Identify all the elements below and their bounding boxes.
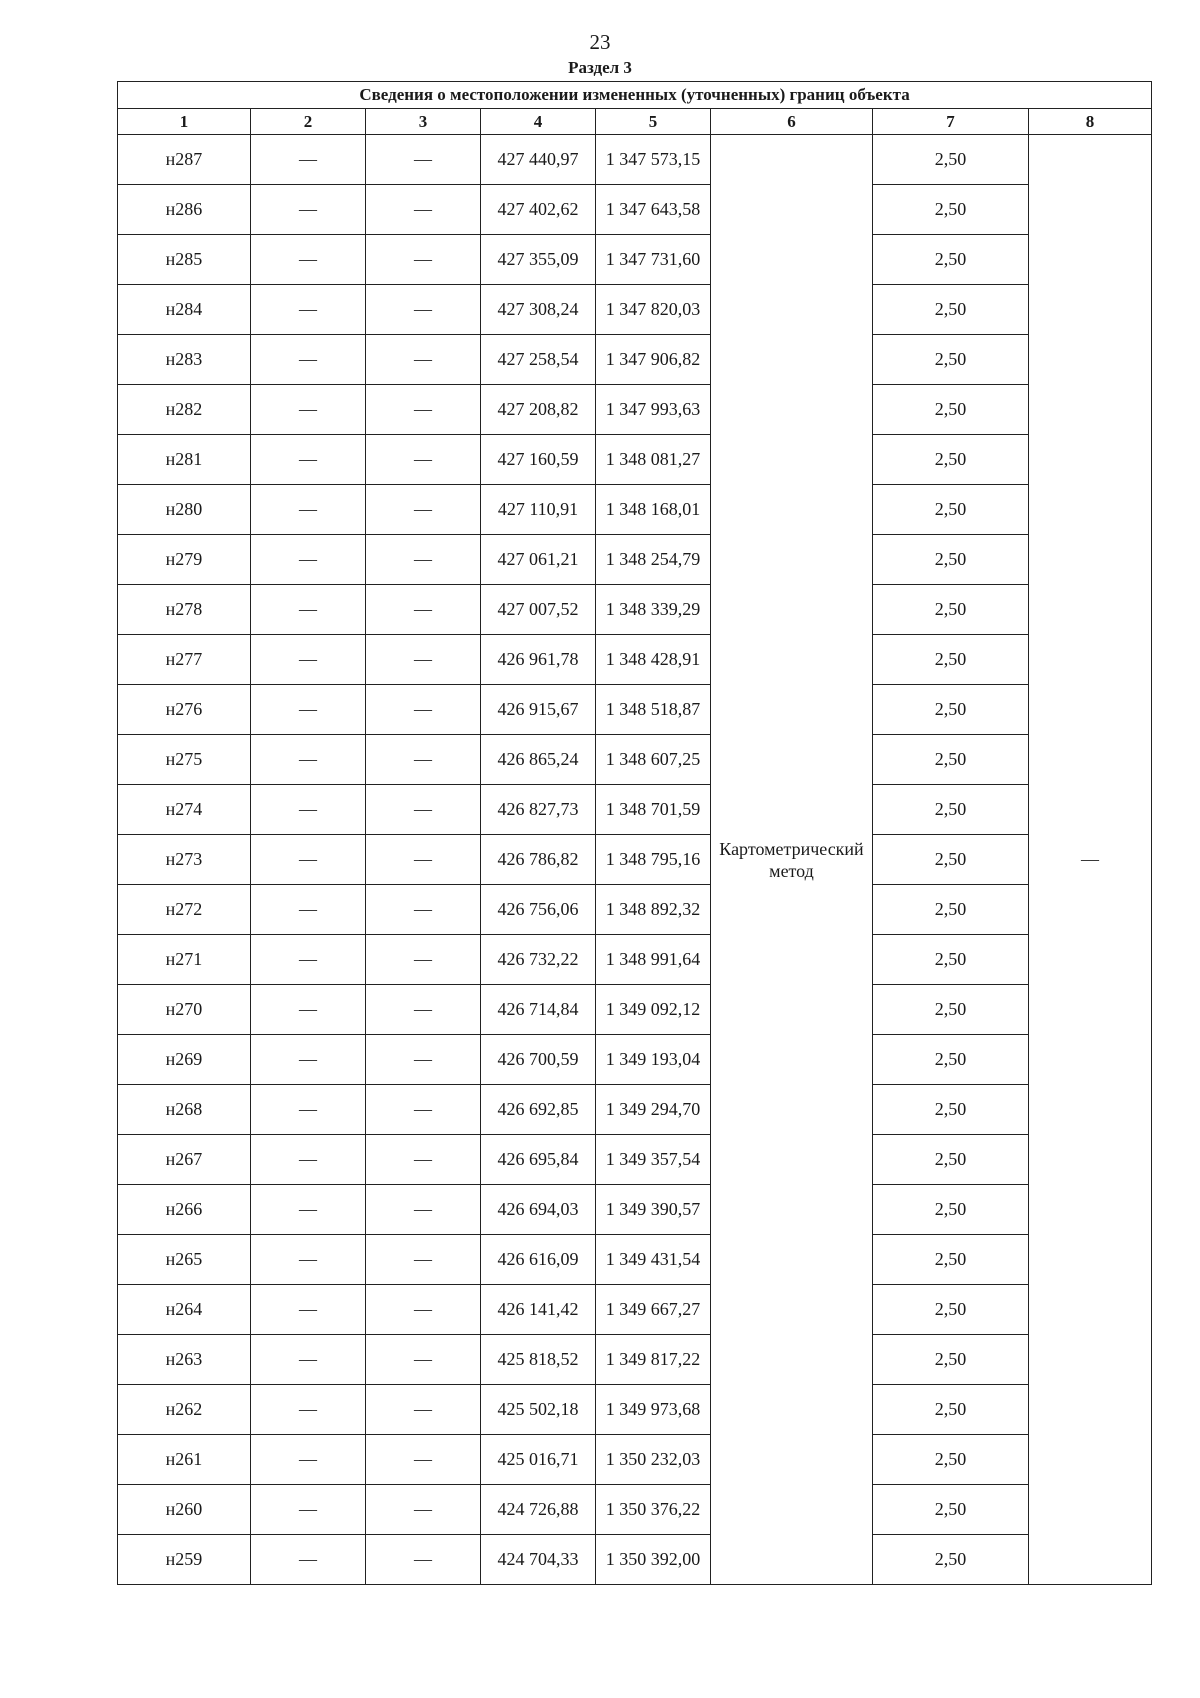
accuracy-cell: 2,50 [873, 635, 1029, 685]
table-row [118, 1435, 1152, 1485]
column-3-cell: — [366, 1235, 481, 1285]
column-3-cell: — [366, 585, 481, 635]
y-coordinate-cell: 1 349 973,68 [596, 1385, 711, 1435]
table-row [118, 685, 1152, 735]
point-name-cell: н259 [118, 1535, 251, 1585]
table-row [118, 885, 1152, 935]
x-coordinate-cell: 427 208,82 [481, 385, 596, 435]
x-coordinate-cell: 426 700,59 [481, 1035, 596, 1085]
point-name-cell: н287 [118, 135, 251, 185]
y-coordinate-cell: 1 348 081,27 [596, 435, 711, 485]
point-name-cell: н278 [118, 585, 251, 635]
column-2-cell: — [251, 385, 366, 435]
point-name-cell: н277 [118, 635, 251, 685]
x-coordinate-cell: 427 110,91 [481, 485, 596, 535]
y-coordinate-cell: 1 347 993,63 [596, 385, 711, 435]
column-2-cell: — [251, 985, 366, 1035]
point-name-cell: н279 [118, 535, 251, 585]
column-2-cell: — [251, 1535, 366, 1585]
table-title-row [118, 82, 1152, 109]
column-3-cell: — [366, 985, 481, 1035]
point-name-cell: н280 [118, 485, 251, 535]
x-coordinate-cell: 426 692,85 [481, 1085, 596, 1135]
column-2-cell: — [251, 685, 366, 735]
column-3-cell: — [366, 635, 481, 685]
column-2-cell: — [251, 535, 366, 585]
table-row [118, 1135, 1152, 1185]
column-3-cell: — [366, 685, 481, 735]
column-3-cell: — [366, 1485, 481, 1535]
column-2-cell: — [251, 1185, 366, 1235]
accuracy-cell: 2,50 [873, 985, 1029, 1035]
x-coordinate-cell: 424 726,88 [481, 1485, 596, 1535]
y-coordinate-cell: 1 348 254,79 [596, 535, 711, 585]
accuracy-cell: 2,50 [873, 1435, 1029, 1485]
x-coordinate-cell: 426 732,22 [481, 935, 596, 985]
column-3-cell: — [366, 785, 481, 835]
point-name-cell: н270 [118, 985, 251, 1035]
accuracy-cell: 2,50 [873, 685, 1029, 735]
point-name-cell: н271 [118, 935, 251, 985]
column-3-cell: — [366, 135, 481, 185]
column-2-cell: — [251, 185, 366, 235]
x-coordinate-cell: 424 704,33 [481, 1535, 596, 1585]
y-coordinate-cell: 1 347 643,58 [596, 185, 711, 235]
table-row [118, 585, 1152, 635]
table-title: Сведения о местоположении измененных (уточненных) границ объекта [118, 82, 1152, 109]
table-row [118, 1235, 1152, 1285]
column-3-cell: — [366, 285, 481, 335]
point-name-cell: н286 [118, 185, 251, 235]
table-row [118, 635, 1152, 685]
y-coordinate-cell: 1 349 294,70 [596, 1085, 711, 1135]
point-name-cell: н267 [118, 1135, 251, 1185]
column-2-cell: — [251, 935, 366, 985]
accuracy-cell: 2,50 [873, 485, 1029, 535]
y-coordinate-cell: 1 350 232,03 [596, 1435, 711, 1485]
point-name-cell: н284 [118, 285, 251, 335]
column-3-cell: — [366, 885, 481, 935]
column-2-cell: — [251, 1435, 366, 1485]
column-3-cell: — [366, 1335, 481, 1385]
column-2-cell: — [251, 235, 366, 285]
column-2-cell: — [251, 1035, 366, 1085]
x-coordinate-cell: 426 141,42 [481, 1285, 596, 1335]
column-3-cell: — [366, 1035, 481, 1085]
point-name-cell: н269 [118, 1035, 251, 1085]
y-coordinate-cell: 1 349 431,54 [596, 1235, 711, 1285]
x-coordinate-cell: 426 961,78 [481, 635, 596, 685]
table-row [118, 535, 1152, 585]
point-name-cell: н281 [118, 435, 251, 485]
y-coordinate-cell: 1 348 795,16 [596, 835, 711, 885]
y-coordinate-cell: 1 349 357,54 [596, 1135, 711, 1185]
column-3-cell: — [366, 335, 481, 385]
y-coordinate-cell: 1 348 892,32 [596, 885, 711, 935]
x-coordinate-cell: 426 786,82 [481, 835, 596, 885]
y-coordinate-cell: 1 349 817,22 [596, 1335, 711, 1385]
table-row [118, 1285, 1152, 1335]
column-8-cell: — [1029, 135, 1152, 1585]
column-2-cell: — [251, 885, 366, 935]
accuracy-cell: 2,50 [873, 585, 1029, 635]
column-2-cell: — [251, 785, 366, 835]
column-2-cell: — [251, 635, 366, 685]
point-name-cell: н276 [118, 685, 251, 735]
table-row [118, 1535, 1152, 1585]
table-row [118, 1385, 1152, 1435]
x-coordinate-cell: 426 756,06 [481, 885, 596, 935]
column-3-cell: — [366, 835, 481, 885]
point-name-cell: н265 [118, 1235, 251, 1285]
table-row [118, 1035, 1152, 1085]
y-coordinate-cell: 1 350 376,22 [596, 1485, 711, 1535]
table-row [118, 835, 1152, 885]
y-coordinate-cell: 1 349 092,12 [596, 985, 711, 1035]
accuracy-cell: 2,50 [873, 435, 1029, 485]
table-row [118, 785, 1152, 835]
x-coordinate-cell: 427 308,24 [481, 285, 596, 335]
point-name-cell: н274 [118, 785, 251, 835]
accuracy-cell: 2,50 [873, 185, 1029, 235]
point-name-cell: н282 [118, 385, 251, 435]
column-3-cell: — [366, 385, 481, 435]
table-row [118, 185, 1152, 235]
y-coordinate-cell: 1 347 906,82 [596, 335, 711, 385]
column-2-cell: — [251, 1485, 366, 1535]
table-body [118, 135, 1152, 1585]
column-3-cell: — [366, 1435, 481, 1485]
point-name-cell: н283 [118, 335, 251, 385]
column-number: 2 [251, 109, 366, 135]
point-name-cell: н266 [118, 1185, 251, 1235]
x-coordinate-cell: 427 440,97 [481, 135, 596, 185]
accuracy-cell: 2,50 [873, 535, 1029, 585]
x-coordinate-cell: 426 915,67 [481, 685, 596, 735]
method-cell: Картометрический метод [711, 135, 873, 1585]
page-number: 23 [589, 30, 611, 54]
accuracy-cell: 2,50 [873, 1235, 1029, 1285]
accuracy-cell: 2,50 [873, 135, 1029, 185]
accuracy-cell: 2,50 [873, 1385, 1029, 1435]
point-name-cell: н263 [118, 1335, 251, 1385]
y-coordinate-cell: 1 348 518,87 [596, 685, 711, 735]
accuracy-cell: 2,50 [873, 235, 1029, 285]
column-2-cell: — [251, 585, 366, 635]
y-coordinate-cell: 1 348 701,59 [596, 785, 711, 835]
column-number: 4 [481, 109, 596, 135]
x-coordinate-cell: 426 695,84 [481, 1135, 596, 1185]
table-row [118, 385, 1152, 435]
accuracy-cell: 2,50 [873, 1135, 1029, 1185]
point-name-cell: н285 [118, 235, 251, 285]
point-name-cell: н275 [118, 735, 251, 785]
accuracy-cell: 2,50 [873, 1535, 1029, 1585]
accuracy-cell: 2,50 [873, 1185, 1029, 1235]
column-2-cell: — [251, 135, 366, 185]
column-number: 6 [711, 109, 873, 135]
y-coordinate-cell: 1 349 667,27 [596, 1285, 711, 1335]
accuracy-cell: 2,50 [873, 735, 1029, 785]
accuracy-cell: 2,50 [873, 285, 1029, 335]
y-coordinate-cell: 1 349 390,57 [596, 1185, 711, 1235]
table-row [118, 135, 1152, 185]
x-coordinate-cell: 425 818,52 [481, 1335, 596, 1385]
column-3-cell: — [366, 1385, 481, 1435]
column-number: 5 [596, 109, 711, 135]
table-row [118, 435, 1152, 485]
point-name-cell: н261 [118, 1435, 251, 1485]
x-coordinate-cell: 427 258,54 [481, 335, 596, 385]
column-number: 8 [1029, 109, 1152, 135]
y-coordinate-cell: 1 348 607,25 [596, 735, 711, 785]
table-row [118, 285, 1152, 335]
table-row [118, 735, 1152, 785]
column-3-cell: — [366, 1185, 481, 1235]
accuracy-cell: 2,50 [873, 1085, 1029, 1135]
accuracy-cell: 2,50 [873, 835, 1029, 885]
table-row [118, 1485, 1152, 1535]
accuracy-cell: 2,50 [873, 885, 1029, 935]
accuracy-cell: 2,50 [873, 385, 1029, 435]
x-coordinate-cell: 426 827,73 [481, 785, 596, 835]
column-number: 3 [366, 109, 481, 135]
column-3-cell: — [366, 485, 481, 535]
y-coordinate-cell: 1 348 991,64 [596, 935, 711, 985]
column-2-cell: — [251, 735, 366, 785]
y-coordinate-cell: 1 348 168,01 [596, 485, 711, 535]
column-2-cell: — [251, 1285, 366, 1335]
column-3-cell: — [366, 1085, 481, 1135]
column-3-cell: — [366, 1535, 481, 1585]
accuracy-cell: 2,50 [873, 935, 1029, 985]
accuracy-cell: 2,50 [873, 785, 1029, 835]
x-coordinate-cell: 427 355,09 [481, 235, 596, 285]
column-2-cell: — [251, 835, 366, 885]
column-3-cell: — [366, 435, 481, 485]
column-number: 1 [118, 109, 251, 135]
column-3-cell: — [366, 185, 481, 235]
x-coordinate-cell: 427 160,59 [481, 435, 596, 485]
column-3-cell: — [366, 1135, 481, 1185]
column-2-cell: — [251, 435, 366, 485]
table-row [118, 935, 1152, 985]
column-3-cell: — [366, 1285, 481, 1335]
y-coordinate-cell: 1 348 428,91 [596, 635, 711, 685]
column-2-cell: — [251, 1335, 366, 1385]
point-name-cell: н268 [118, 1085, 251, 1135]
point-name-cell: н260 [118, 1485, 251, 1535]
y-coordinate-cell: 1 347 731,60 [596, 235, 711, 285]
point-name-cell: н262 [118, 1385, 251, 1435]
table-row [118, 1085, 1152, 1135]
column-3-cell: — [366, 735, 481, 785]
point-name-cell: н272 [118, 885, 251, 935]
column-2-cell: — [251, 485, 366, 535]
column-number: 7 [873, 109, 1029, 135]
table-row [118, 335, 1152, 385]
x-coordinate-cell: 425 502,18 [481, 1385, 596, 1435]
column-2-cell: — [251, 1385, 366, 1435]
accuracy-cell: 2,50 [873, 1335, 1029, 1385]
x-coordinate-cell: 425 016,71 [481, 1435, 596, 1485]
x-coordinate-cell: 426 714,84 [481, 985, 596, 1035]
y-coordinate-cell: 1 350 392,00 [596, 1535, 711, 1585]
point-name-cell: н273 [118, 835, 251, 885]
column-3-cell: — [366, 935, 481, 985]
point-name-cell: н264 [118, 1285, 251, 1335]
x-coordinate-cell: 427 007,52 [481, 585, 596, 635]
table-row [118, 1335, 1152, 1385]
table-row [118, 485, 1152, 535]
column-2-cell: — [251, 1085, 366, 1135]
column-2-cell: — [251, 1135, 366, 1185]
x-coordinate-cell: 427 402,62 [481, 185, 596, 235]
accuracy-cell: 2,50 [873, 335, 1029, 385]
x-coordinate-cell: 426 865,24 [481, 735, 596, 785]
column-3-cell: — [366, 535, 481, 585]
y-coordinate-cell: 1 347 573,15 [596, 135, 711, 185]
section-title: Раздел 3 [568, 58, 632, 77]
accuracy-cell: 2,50 [873, 1285, 1029, 1335]
column-2-cell: — [251, 335, 366, 385]
x-coordinate-cell: 426 694,03 [481, 1185, 596, 1235]
x-coordinate-cell: 427 061,21 [481, 535, 596, 585]
column-3-cell: — [366, 235, 481, 285]
column-number-row [118, 109, 1152, 135]
y-coordinate-cell: 1 347 820,03 [596, 285, 711, 335]
column-2-cell: — [251, 285, 366, 335]
table-row [118, 985, 1152, 1035]
table-row [118, 1185, 1152, 1235]
column-2-cell: — [251, 1235, 366, 1285]
accuracy-cell: 2,50 [873, 1035, 1029, 1085]
coordinates-table [117, 81, 1152, 1585]
x-coordinate-cell: 426 616,09 [481, 1235, 596, 1285]
accuracy-cell: 2,50 [873, 1485, 1029, 1535]
y-coordinate-cell: 1 349 193,04 [596, 1035, 711, 1085]
table-row [118, 235, 1152, 285]
y-coordinate-cell: 1 348 339,29 [596, 585, 711, 635]
